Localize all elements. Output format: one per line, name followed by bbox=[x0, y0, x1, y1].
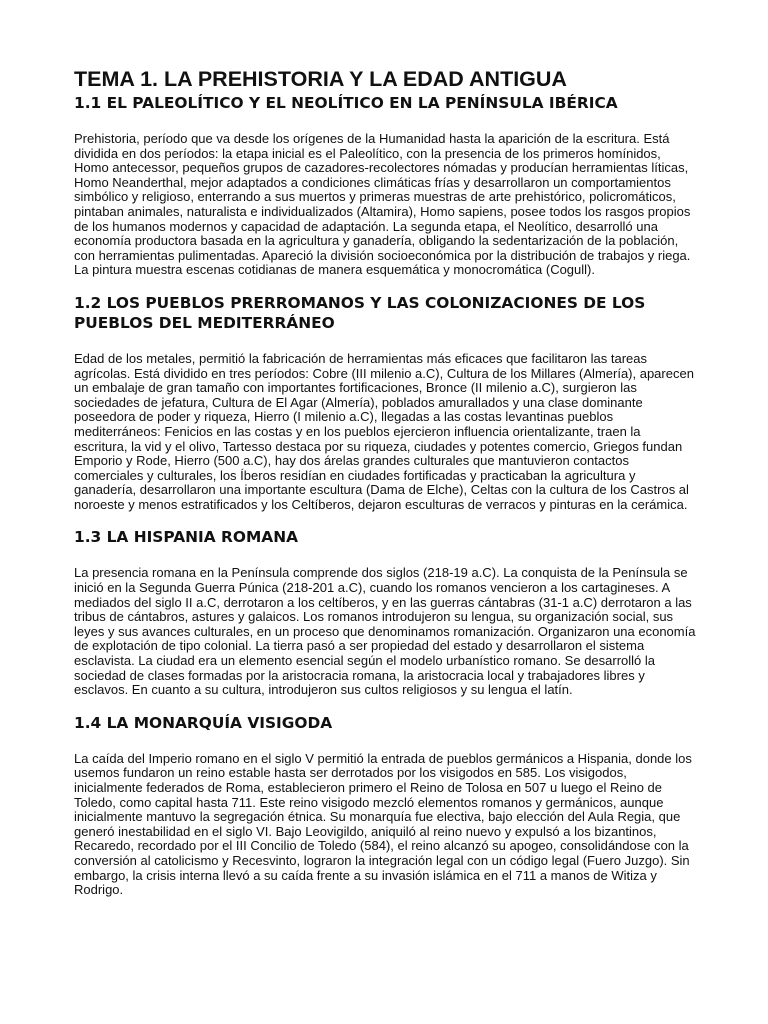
section-heading-monarquia-visigoda: 1.4 LA MONARQUÍA VISIGODA bbox=[74, 713, 333, 732]
section-heading-paleolitico: 1.1 EL PALEOLÍTICO Y EL NEOLÍTICO EN LA PENÍNSULA IBÉRICA bbox=[74, 94, 618, 112]
section-heading-pueblos-prerromanos: 1.2 LOS PUEBLOS PRERROMANOS Y LAS COLONIZACIONES DE LOS PUEBLOS DEL MEDITERRÁNEO bbox=[74, 293, 646, 332]
section-body-pueblos-prerromanos: Edad de los metales, permitió la fabricación de herramientas más eficaces que facilitaron las tareas agrícolas. Está dividido en tres períodos: Cobre (III milenio a.C), Cultura de los Millares (Almería), aparecen un embalaje de gran tamaño con importantes fortificaciones, Bronce (II milenio a.C), surgieron las sociedades de jefatura, Cultura de El Agar (Almería), poblados amurallados y una clase dominante poseedora de poder y riqueza, Hierro (I milenio a.C), llegadas a las costas levantinas pueblos mediterráneos: Fenicios en las costas y en los pueblos ejercieron influencia orientalizante, traen la escritura, la vid y el olivo, Tartesso destaca por su riqueza, ciudades y potentes comercio, Griegos fundan Emporio y Rode, Hierro (500 a.C), hay dos árelas grandes culturales que mantuvieron contactos comerciales y culturales, los Íberos residían en ciudades fortificadas y practicaban la agricultura y ganadería, desarrollaron una importante escultura (Dama de Elche), Celtas con la cultura de los Castros al noroeste y menos estratificados y los Celtíberos, dejaron esculturas de verracos y pinturas en la cerámica. bbox=[74, 350, 694, 512]
section-body-monarquia-visigoda: La caída del Imperio romano en el siglo V permitió la entrada de pueblos germánicos a Hispania, donde los usemos fundaron un reino estable hasta ser derrotados por los visigodos en 585. Los visigodos, inicialmente federados de Roma, establecieron primero el Reino de Tolosa en 507 u luego el Reino de Toledo, como capital hasta 711. Este reino visigodo mezcló elementos romanos y germánicos, aunque inicialmente mantuvo la segregación étnica. Su monarquía fue electiva, bajo elección del Aula Regia, que generó inestabilidad en el siglo VI. Bajo Leovigildo, aniquiló al reino nuevo y expulsó a los bizantinos, Recaredo, recordado por el III Concilio de Toledo (584), el reino alcanzó su apogeo, consolidándose con la conversión al catolicismo y Recesvinto, lograron la integración legal con un código legal (Fuero Juzgo). Sin embargo, la crisis interna llevó a su caída frente a su invasión islámica en el 711 a manos de Witiza y Rodrigo. bbox=[74, 750, 692, 898]
section-body-hispania-romana: La presencia romana en la Península comprende dos siglos (218-19 a.C). La conquista de la Península se inició en la Segunda Guerra Púnica (218-201 a.C), cuando los romanos vencieron a los cartagineses. A mediados del siglo II a.C, derrotaron a los celtíberos, y en las guerras cántabras (31-1 a.C) derrotaron a las tribus de cántabros, astures y galaicos. Los romanos introdujeron su lengua, su organización social, sus leyes y sus avances culturales, en un proceso que denominamos romanización. Organizaron una economía de explotación de tipo colonial. La tierra pasó a ser propiedad del estado y desarrollaron el sistema esclavista. La ciudad era un elemento esencial según el modelo urbanístico romano. Se desarrolló la sociedad de clases formadas por la aristocracia romana, la aristocracia local y trabajadores libres y esclavos. En cuanto a su cultura, introdujeron sus cultos religiosos y su lengua el latín. bbox=[74, 565, 696, 698]
document-title: TEMA 1. LA PREHISTORIA Y LA EDAD ANTIGUA bbox=[74, 67, 567, 91]
document-page bbox=[74, 66, 696, 898]
section-body-paleolitico: Prehistoria, período que va desde los orígenes de la Humanidad hasta la aparición de la escritura. Está dividida en dos períodos: la etapa inicial es el Paleolítico, con la presencia de los primeros homínidos, Homo antecessor, pequeños grupos de cazadores-recolectores nómadas y producían herramientas líticas, Homo Neanderthal, mejor adaptados a condiciones climáticas frías y desarrollaron un comportamientos simbólico y religioso, enterrando a sus muertos y primeras muestras de arte prehistórico, policromáticos, pintaban animales, naturalista e individualizados (Altamira), Homo sapiens, posee todos los rasgos propios de los humanos modernos y capacidad de adaptación. La segunda etapa, el Neolítico, desarrolló una economía productora basada en la agricultura y ganadería, obligando la sedentarización de la población, con herramientas pulimentadas. Apareció la división socioeconómica por la distribución de trabajos y riega. La pintura muestra escenas cotidianas de manera esquemática y monocromática (Cogull). bbox=[74, 131, 691, 278]
section-heading-hispania-romana: 1.3 LA HISPANIA ROMANA bbox=[74, 528, 298, 547]
